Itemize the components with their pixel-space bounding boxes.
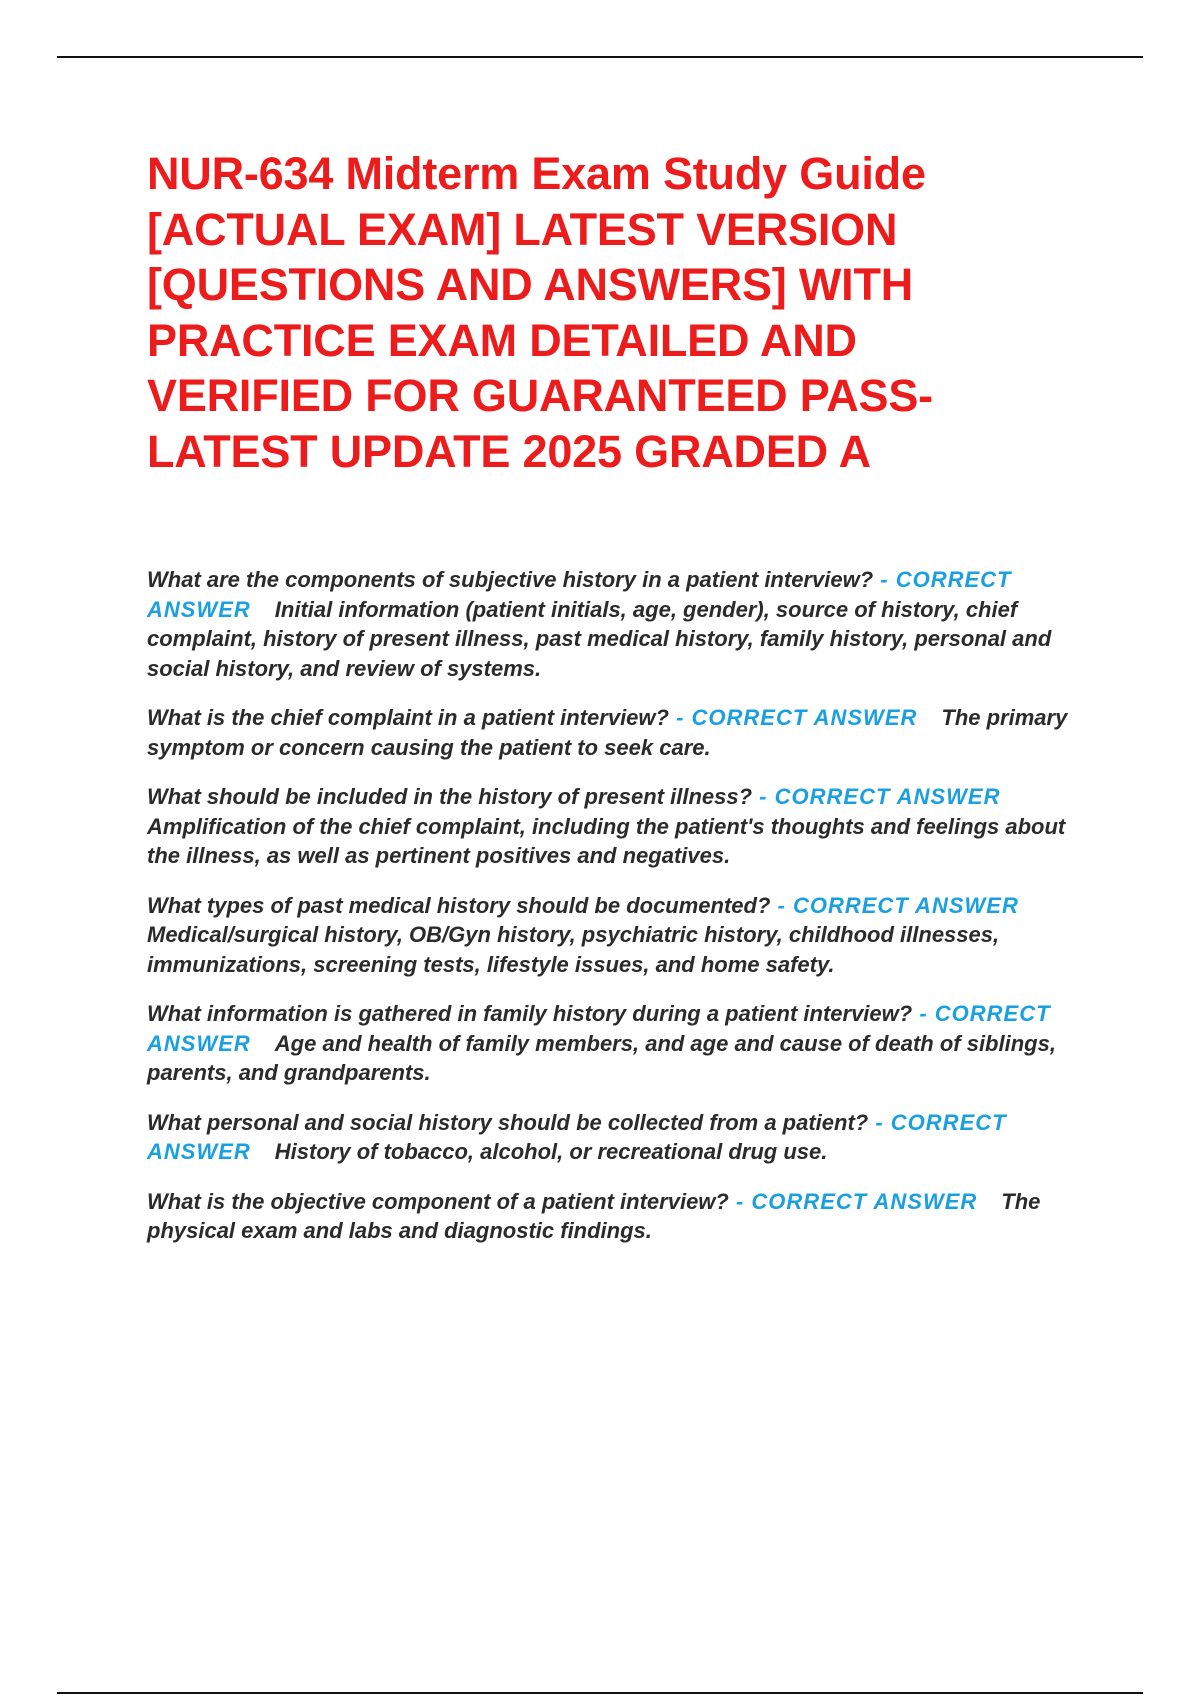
top-divider: [57, 56, 1143, 58]
answer-text: Initial information (patient initials, age, gender), source of history, chief complaint, history of present illness, past medical history, family history, personal and social history, and review of systems.: [147, 596, 1052, 681]
qa-item: [147, 999, 1092, 1088]
question-text: What is the chief complaint in a patient interview?: [147, 705, 669, 730]
qa-list: [147, 565, 1092, 1266]
page-title: NUR-634 Midterm Exam Study Guide [ACTUAL EXAM] LATEST VERSION [QUESTIONS AND ANSWERS] WITH PRACTICE EXAM DETAILED AND VERIFIED FOR GUARANTEED PASS-LATEST UPDATE 2025 GRADED A: [147, 148, 933, 477]
answer-text: Amplification of the chief complaint, including the patient's thoughts and feelings about the illness, as well as pertinent positives and negatives.: [147, 813, 1066, 868]
qa-item: [147, 565, 1092, 683]
answer-separator: -: [668, 705, 692, 730]
answer-separator: -: [912, 1001, 935, 1026]
qa-item: [147, 891, 1092, 980]
answer-separator: -: [873, 567, 896, 592]
correct-answer-label: CORRECT ANSWER: [147, 1109, 1007, 1164]
answer-text: Medical/surgical history, OB/Gyn history, psychiatric history, childhood illnesses, immunizations, screening tests, lifestyle issues, and home safety.: [147, 922, 1000, 977]
qa-item: [147, 703, 1092, 762]
bottom-divider: [57, 1692, 1143, 1694]
answer-separator: -: [752, 784, 775, 809]
correct-answer-label: CORRECT ANSWER: [691, 705, 918, 730]
question-text: What types of past medical history should be documented?: [147, 892, 771, 918]
correct-answer-label: CORRECT ANSWER: [792, 892, 1019, 918]
answer-separator: -: [770, 892, 793, 918]
question-text: What should be included in the history of present illness?: [147, 784, 753, 809]
answer-text: Age and health of family members, and age and cause of death of siblings, parents, and grandparents.: [147, 1030, 1056, 1085]
qa-item: [147, 1108, 1092, 1167]
question-text: What personal and social history should be collected from a patient?: [147, 1109, 869, 1135]
question-text: What information is gathered in family history during a patient interview?: [147, 1001, 913, 1026]
question-text: What are the components of subjective history in a patient interview?: [147, 567, 874, 592]
answer-separator: -: [728, 1188, 752, 1214]
answer-text: The primary symptom or concern causing the patient to seek care.: [147, 705, 1068, 760]
correct-answer-label: CORRECT ANSWER: [147, 1001, 1051, 1056]
correct-answer-label: CORRECT ANSWER: [774, 784, 1001, 809]
answer-text: The physical exam and labs and diagnostic findings.: [147, 1188, 1041, 1243]
qa-item: [147, 1187, 1092, 1246]
answer-text: History of tobacco, alcohol, or recreational drug use.: [274, 1139, 828, 1164]
question-text: What is the objective component of a patient interview?: [147, 1188, 729, 1214]
qa-item: [147, 782, 1092, 871]
correct-answer-label: CORRECT ANSWER: [147, 567, 1012, 622]
correct-answer-label: CORRECT ANSWER: [751, 1188, 978, 1214]
answer-separator: -: [868, 1109, 891, 1135]
